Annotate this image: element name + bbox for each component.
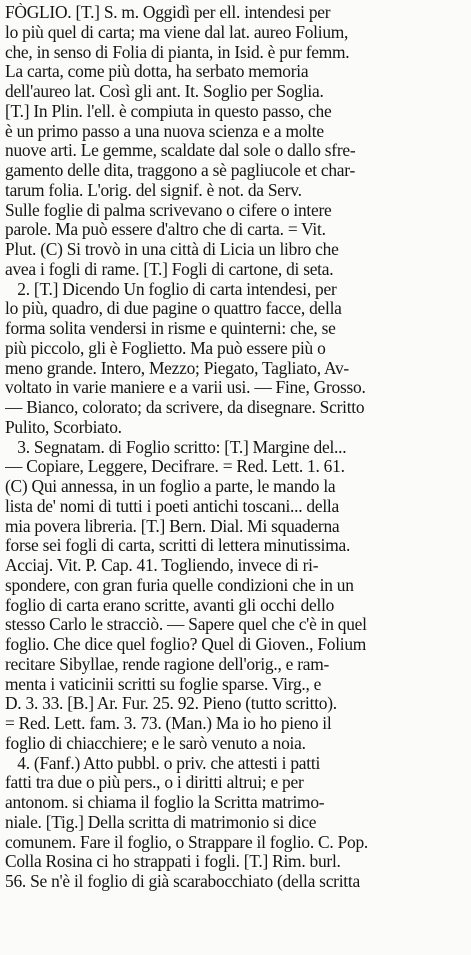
- text-line: — Bianco, colorato; da scrivere, da disegnare. Scritto: [5, 398, 365, 417]
- text-line: voltato in varie maniere e a varii usi. — Fine, Grosso.: [5, 378, 366, 398]
- text-line: comunem. Fare il foglio, o Strappare il foglio. C. Pop.: [5, 832, 368, 852]
- text-line: La carta, come più dotta, ha serbato memoria: [5, 62, 309, 82]
- text-line: fatti tra due o più pers., o i diritti altrui; e per: [5, 773, 304, 793]
- text-line: Plut. (C) Si trovò in una città di Licia un libro che: [5, 240, 339, 259]
- text-line: meno grande. Intero, Mezzo; Piegato, Tagliato, Av-: [5, 358, 349, 378]
- text-line: nuove arti. Le gemme, scaldate dal sole o dallo sfre-: [5, 141, 356, 161]
- text-line: tarum folia. L'orig. del signif. è not. da Serv.: [5, 180, 302, 200]
- text-line: lista de' nomi di tutti i poeti antichi toscani... della: [5, 496, 339, 516]
- text-line: Pulito, Scorbiato.: [5, 417, 122, 437]
- text-line: = Red. Lett. fam. 3. 73. (Man.) Ma io ho pieno il: [5, 714, 332, 733]
- text-line: stesso Carlo le stracciò. — Sapere quel che c'è in quel: [5, 615, 367, 635]
- text-line: [T.] In Plin. l'ell. è compiuta in questo passo, che: [5, 101, 332, 121]
- text-line: avea i fogli di rame. [T.] Fogli di cartone, di seta.: [5, 259, 334, 279]
- text-line: Colla Rosina ci ho strappati i fogli. [T.] Rim. burl.: [5, 852, 341, 872]
- text-line: foglio. Che dice quel foglio? Quel di Gioven., Folium: [5, 635, 367, 654]
- text-line: foglio di chiacchiere; e le sarò venuto a noia.: [5, 733, 306, 753]
- text-line: 56. Se n'è il foglio di già scarabocchiato (della scritta: [5, 872, 360, 891]
- text-line: dell'aureo lat. Così gli ant. It. Soglio per Soglia.: [5, 82, 324, 101]
- text-line: recitare Sibyllae, rende ragione dell'orig., e ram-: [5, 654, 330, 674]
- text-line: Sulle foglie di palma scrivevano o cifere o intere: [5, 200, 332, 220]
- text-line: FÒGLIO. [T.] S. m. Oggidì per ell. intendesi per: [5, 3, 331, 22]
- text-line: antonom. si chiama il foglio la Scritta matrimo-: [5, 793, 325, 812]
- text-line: — Copiare, Leggere, Decifrare. = Red. Lett. 1. 61.: [5, 457, 345, 477]
- text-line: lo più quel di carta; ma viene dal lat. aureo Folium,: [5, 22, 349, 42]
- text-line: Acciaj. Vit. P. Cap. 41. Togliendo, invece di ri-: [5, 556, 319, 575]
- text-line: 3. Segnatam. di Foglio scritto: [T.] Margine del...: [5, 437, 347, 457]
- text-line: lo più, quadro, di due pagine o quattro facce, della: [5, 299, 342, 319]
- text-line: menta i vaticinii scritti su foglie sparse. Virg., e: [5, 674, 322, 694]
- text-line: (C) Qui annessa, in un foglio a parte, le mando la: [5, 477, 336, 496]
- text-line: spondere, con gran furia quelle condizioni che in un: [5, 575, 354, 595]
- text-line: forse sei fogli di carta, scritti di lettera minutissima.: [5, 536, 351, 556]
- text-line: più piccolo, gli è Foglietto. Ma può essere più o: [5, 338, 326, 358]
- text-line: parole. Ma può essere d'altro che di carta. = Vit.: [5, 220, 326, 240]
- text-line: D. 3. 33. [B.] Ar. Fur. 25. 92. Pieno (tutto scritto).: [5, 694, 337, 714]
- text-line: forma solita vendersi in risme e quinterni: che, se: [5, 319, 336, 338]
- text-line: 2. [T.] Dicendo Un foglio di carta intendesi, per: [5, 279, 337, 299]
- text-line: 4. (Fanf.) Atto pubbl. o priv. che attesti i patti: [5, 753, 321, 773]
- text-line: foglio di carta erano scritte, avanti gli occhi dello: [5, 595, 335, 615]
- text-line: è un primo passo a una nuova scienza e a molte: [5, 121, 324, 141]
- text-line: niale. [Tig.] Della scritta di matrimonio si dice: [5, 812, 317, 832]
- text-line: gamento delle dita, traggono a sè pagliucole et char-: [5, 161, 356, 180]
- text-line: che, in senso di Folia di pianta, in Isid. è pur femm.: [5, 42, 350, 62]
- text-line: mia povera libreria. [T.] Bern. Dial. Mi squaderna: [5, 516, 340, 536]
